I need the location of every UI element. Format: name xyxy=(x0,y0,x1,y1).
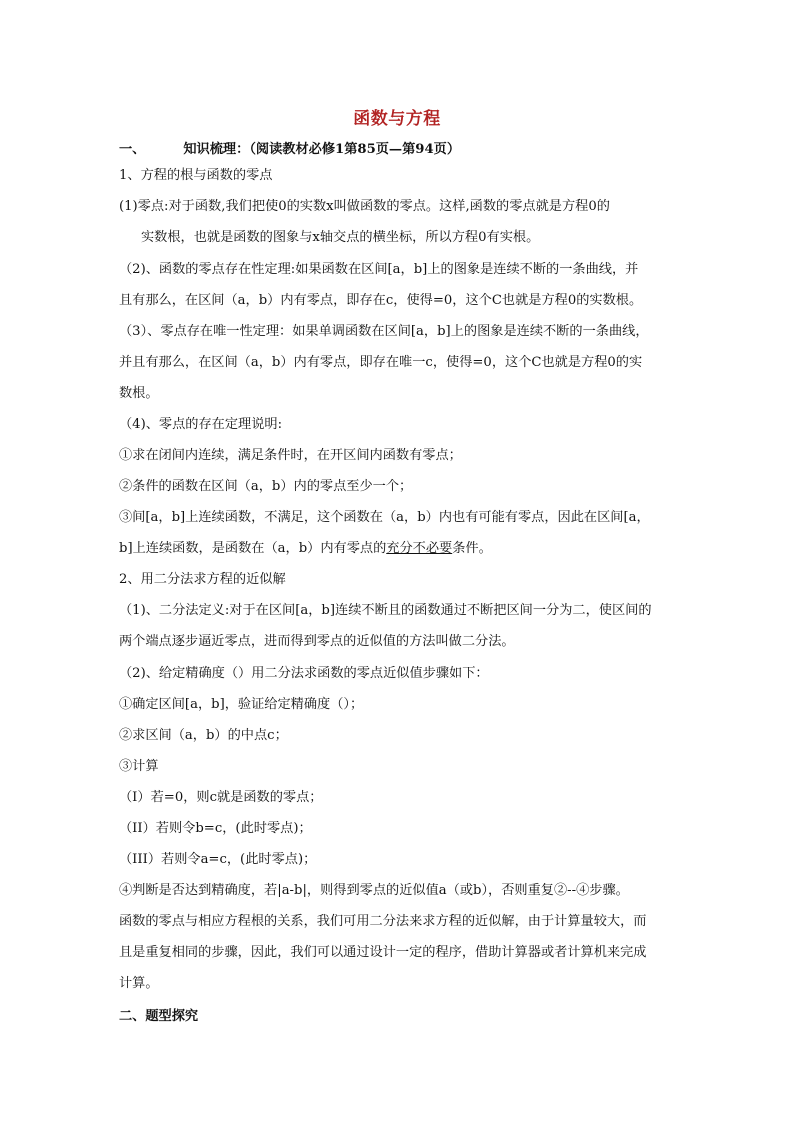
step-3-case-1: （I）若=0，则c就是函数的零点； xyxy=(119,790,323,805)
paragraph-uniqueness-theorem: （3）、零点存在唯一性定理：如果单调函数在区间[a，b]上的图象是连续不断的一条曲线， xyxy=(119,324,649,339)
section-1-number: 一、 xyxy=(119,142,146,157)
section-1-heading xyxy=(119,140,679,160)
paragraph-existence-theorem-cont: 且有那么，在区间（a，b）内有零点，即存在c，使得=0，这个C也就是方程0的实数根。 xyxy=(119,293,643,308)
paragraph-relation: 函数的零点与相应方程根的关系，我们可用二分法来求方程的近似解，由于计算量较大，而 xyxy=(119,914,647,929)
step-3: ③计算 xyxy=(119,759,159,774)
paragraph-zero-definition: (1)零点:对于函数,我们把使0的实数x叫做函数的零点。这样,函数的零点就是方程0的 xyxy=(119,199,610,214)
step-1: ①确定区间[a，b]，验证给定精确度（）； xyxy=(119,697,364,712)
paragraph-existence-theorem: （2)、函数的零点存在性定理:如果函数在区间[a，b]上的图象是连续不断的一条曲线，并 xyxy=(119,262,639,277)
step-3-case-3: （III）若则令a=c，(此时零点)； xyxy=(119,852,317,867)
paragraph-relation-end: 计算。 xyxy=(119,976,159,991)
note-item-3: ③间[a，b]上连续函数，不满足，这个函数在（a，b）内也有可能有零点，因此在区间[a， xyxy=(119,510,650,525)
step-2: ②求区间（a，b）的中点c； xyxy=(119,728,288,743)
note-item-2: ②条件的函数在区间（a，b）内的零点至少一个； xyxy=(119,479,413,494)
section-1-title: 知识梳理：（阅读教材必修1第85页—第94页） xyxy=(183,142,461,157)
paragraph-zero-definition-cont: 实数根，也就是函数的图象与x轴交点的横坐标，所以方程0有实根。 xyxy=(141,230,540,245)
note-item-3-text: b]上连续函数，是函数在（a，b）内有零点的 xyxy=(119,541,387,556)
paragraph-bisection-definition: （1)、二分法定义:对于在区间[a，b]连续不断且的函数通过不断把区间一分为二，使区间的 xyxy=(119,603,652,618)
paragraph-uniqueness-theorem-cont: 并且有那么，在区间（a，b）内有零点，即存在唯一c，使得=0，这个C也就是方程0的实 xyxy=(119,355,643,370)
paragraph-bisection-definition-cont: 两个端点逐步逼近零点，进而得到零点的近似值的方法叫做二分法。 xyxy=(119,634,515,649)
paragraph-relation-cont: 且是重复相同的步骤，因此，我们可以通过设计一定的程序，借助计算器或者计算机来完成 xyxy=(119,945,647,960)
subheading-roots-zeros: 1、方程的根与函数的零点 xyxy=(119,168,273,183)
step-3-case-2: （II）若则令b=c，(此时零点)； xyxy=(119,821,312,836)
paragraph-uniqueness-theorem-end: 数根。 xyxy=(119,386,159,401)
paragraph-theorem-notes: （4)、零点的存在定理说明: xyxy=(119,417,283,432)
section-2-heading: 二、题型探究 xyxy=(119,1009,199,1024)
subheading-bisection: 2、用二分法求方程的近似解 xyxy=(119,572,286,587)
underlined-term: 充分不必要 xyxy=(386,541,453,556)
note-item-1: ①求在闭间内连续，满足条件时，在开区间内函数有零点； xyxy=(119,448,462,463)
note-item-3-cont xyxy=(119,539,679,559)
note-item-3-tail: 条件。 xyxy=(452,541,492,556)
step-4: ④判断是否达到精确度，若|a-b|，则得到零点的近似值a（或b），否则重复②--④步骤。 xyxy=(119,883,629,898)
document-title: 函数与方程 xyxy=(353,109,441,129)
paragraph-bisection-steps: （2)、给定精确度（）用二分法求函数的零点近似值步骤如下： xyxy=(119,666,489,681)
